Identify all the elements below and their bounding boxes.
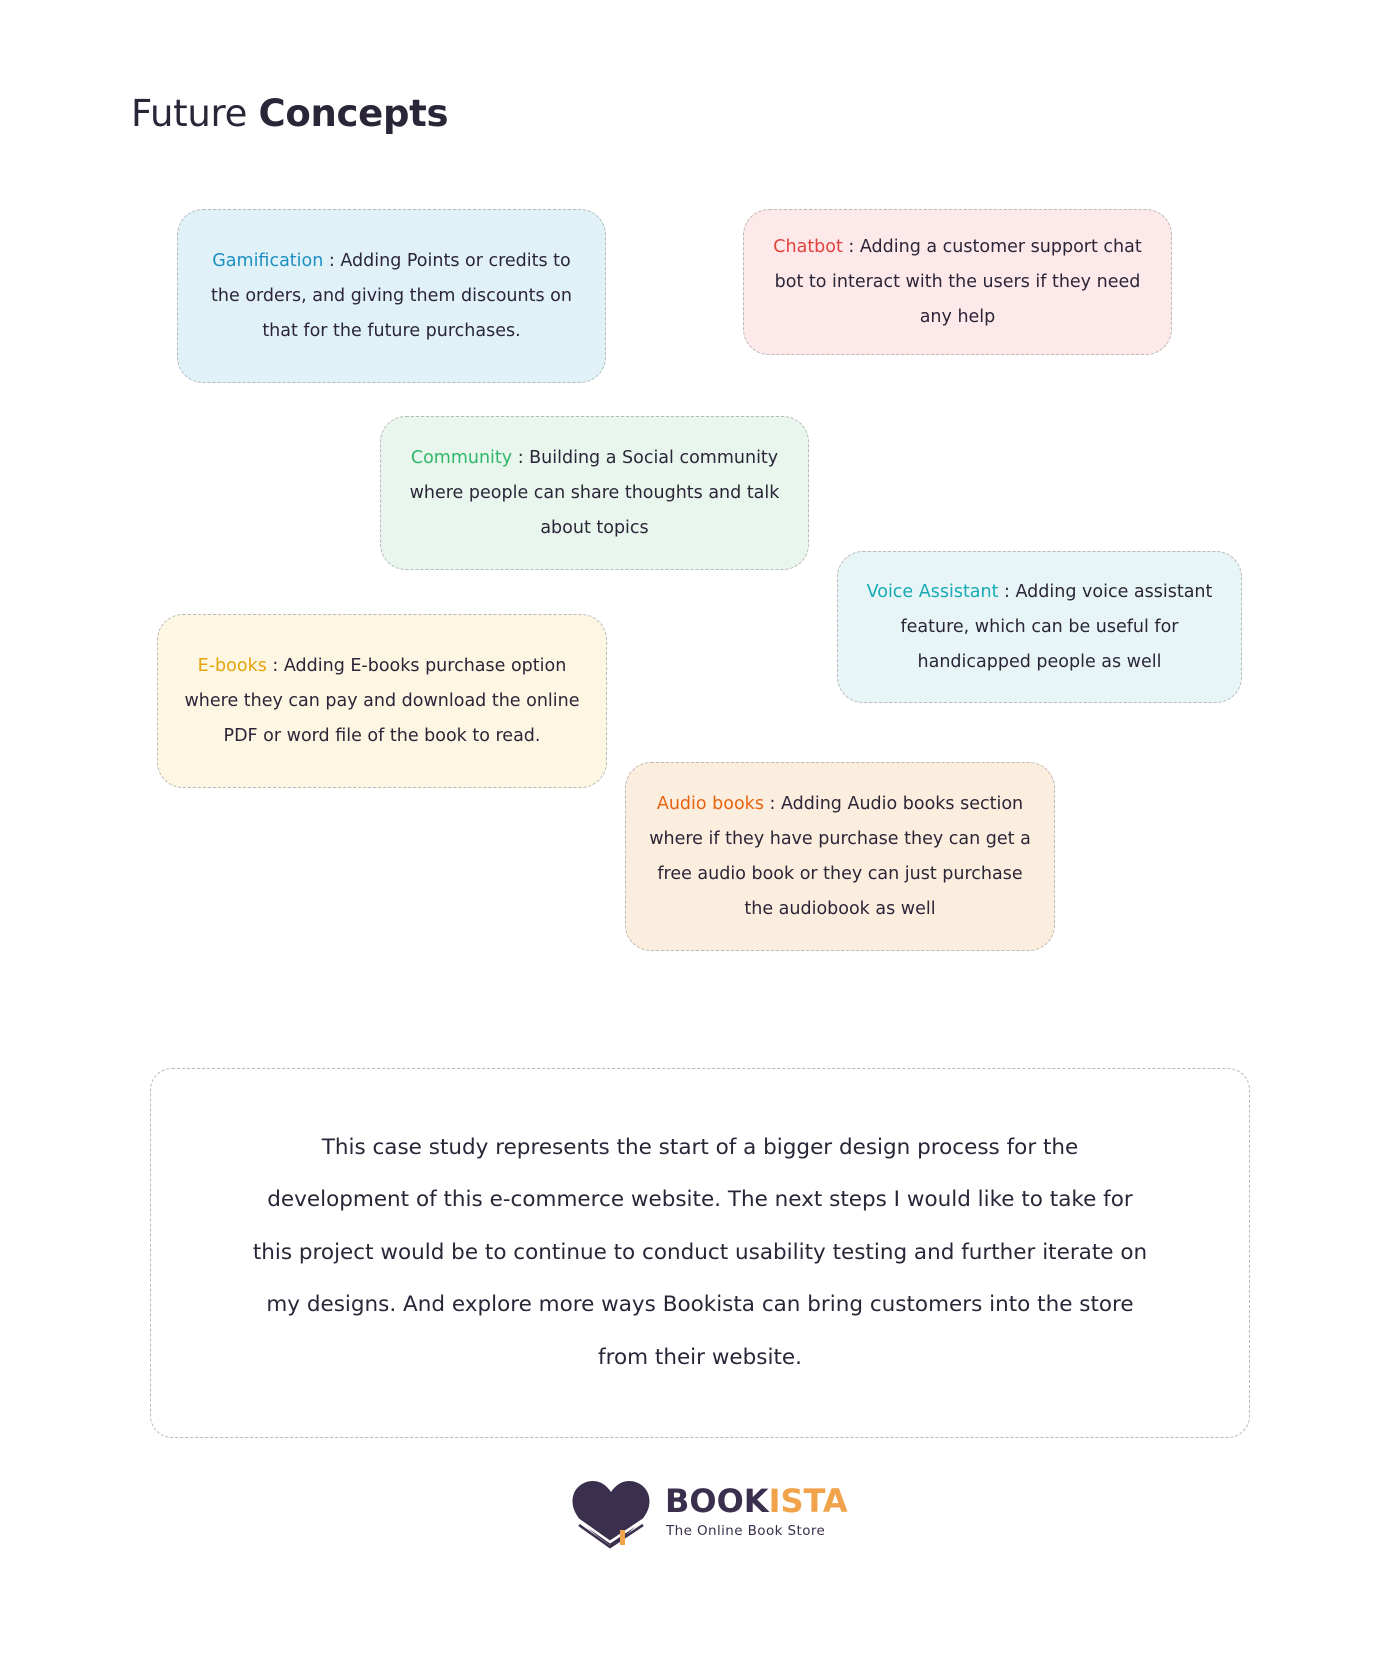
- concept-separator: :: [998, 581, 1016, 602]
- concept-card-community: [380, 416, 809, 570]
- concept-card-ebooks: [157, 614, 607, 788]
- concept-keyword: Chatbot: [773, 236, 843, 257]
- concept-card-text: [180, 649, 584, 754]
- heart-book-icon: [570, 1478, 652, 1550]
- logo-tagline: The Online Book Store: [666, 1523, 826, 1539]
- concept-card-text: [648, 787, 1032, 927]
- page-title: [131, 90, 448, 138]
- concept-description: Building a Social community where people can share thoughts and talk about topics: [409, 447, 780, 538]
- concept-card-gamification: [177, 209, 606, 383]
- concept-separator: :: [323, 250, 341, 271]
- concept-separator: :: [842, 236, 860, 257]
- concept-keyword: E-books: [197, 655, 267, 676]
- concept-description: Adding E-books purchase option where they can pay and download the online PDF or word file of the book to read.: [184, 655, 580, 746]
- logo-name-dark: BOOK: [665, 1482, 769, 1520]
- concept-card-voice-assistant: [837, 551, 1242, 703]
- concept-separator: :: [266, 655, 284, 676]
- concept-card-text: [403, 441, 786, 546]
- concept-description: Adding Audio books section where if they have purchase they can get a free audio book or they can just purchase the audiobook as well: [649, 793, 1031, 919]
- concept-card-chatbot: [743, 209, 1172, 355]
- concept-keyword: Community: [410, 447, 513, 468]
- concept-separator: :: [763, 793, 781, 814]
- concept-keyword: Gamification: [212, 250, 324, 271]
- conclusion-text: This case study represents the start of a bigger design process for the development of this e-commerce website. The next steps I would like to take for this project would be to continue to conduct usability testing and further iterate on my designs. And explore more ways Bookista can bring customers into the store from their website.: [252, 1134, 1148, 1370]
- logo-wordmark: [665, 1482, 848, 1520]
- concept-card-text: [860, 575, 1219, 680]
- concept-description: Adding Points or credits to the orders, and giving them discounts on that for the future purchases.: [211, 250, 572, 341]
- page-title-regular: Future: [131, 92, 248, 135]
- page-title-bold: Concepts: [258, 92, 449, 135]
- concept-description: Adding voice assistant feature, which can be useful for handicapped people as well: [900, 581, 1213, 672]
- conclusion-box: [150, 1068, 1250, 1438]
- bookista-logo: [570, 1478, 848, 1550]
- concept-keyword: Audio books: [656, 793, 764, 814]
- concept-description: Adding a customer support chat bot to interact with the users if they need any help: [774, 236, 1142, 327]
- concept-keyword: Voice Assistant: [866, 581, 999, 602]
- concept-card-audio-books: [625, 762, 1055, 951]
- concept-card-text: [200, 244, 583, 349]
- concept-separator: :: [512, 447, 530, 468]
- logo-name-accent: ISTA: [768, 1482, 848, 1520]
- concept-card-text: [766, 230, 1149, 335]
